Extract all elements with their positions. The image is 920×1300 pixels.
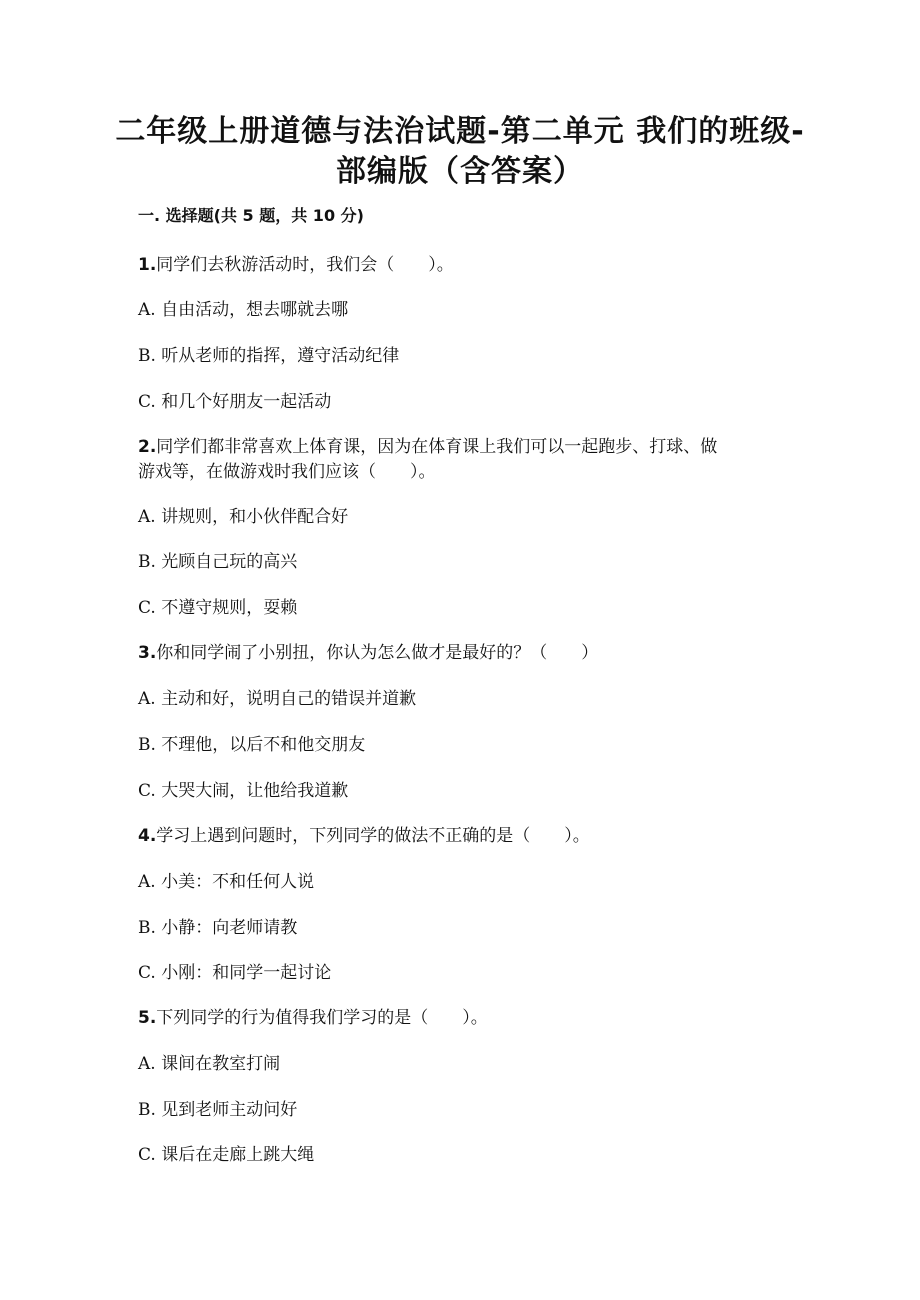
question-2-continuation: 游戏等，在做游戏时我们应该（ ）。 bbox=[138, 462, 436, 482]
option-1a: A. 自由活动，想去哪就去哪 bbox=[138, 300, 349, 320]
question-number: 1. bbox=[138, 255, 157, 275]
section-heading: 一. 选择题(共 5 题，共 10 分) bbox=[138, 206, 364, 225]
option-2b: B. 光顾自己玩的高兴 bbox=[138, 552, 298, 572]
option-5b: B. 见到老师主动问好 bbox=[138, 1100, 298, 1120]
question-number: 3. bbox=[138, 643, 157, 663]
option-3a: A. 主动和好，说明自己的错误并道歉 bbox=[138, 689, 417, 709]
option-2c: C. 不遵守规则，耍赖 bbox=[138, 598, 298, 618]
question-3 bbox=[138, 641, 598, 665]
page-title-line-2: 部编版（含答案） bbox=[336, 154, 584, 189]
option-3c: C. 大哭大闹，让他给我道歉 bbox=[138, 781, 349, 801]
option-5c: C. 课后在走廊上跳大绳 bbox=[138, 1145, 315, 1165]
option-4c: C. 小刚：和同学一起讨论 bbox=[138, 963, 332, 983]
question-number: 5. bbox=[138, 1008, 157, 1028]
question-text: 你和同学闹了小别扭，你认为怎么做才是最好的？（ ） bbox=[156, 643, 599, 663]
question-5 bbox=[138, 1006, 488, 1030]
option-5a: A. 课间在教室打闹 bbox=[138, 1054, 281, 1074]
option-4a: A. 小美：不和任何人说 bbox=[138, 872, 315, 892]
question-number: 2. bbox=[138, 437, 157, 457]
question-text: 下列同学的行为值得我们学习的是（ ）。 bbox=[156, 1008, 488, 1028]
question-2 bbox=[138, 435, 717, 459]
question-4 bbox=[138, 824, 590, 848]
question-number: 4. bbox=[138, 826, 157, 846]
question-text: 同学们去秋游活动时，我们会（ ）。 bbox=[156, 255, 454, 275]
option-4b: B. 小静：向老师请教 bbox=[138, 918, 298, 938]
option-2a: A. 讲规则，和小伙伴配合好 bbox=[138, 507, 349, 527]
option-1b: B. 听从老师的指挥，遵守活动纪律 bbox=[138, 346, 400, 366]
question-1 bbox=[138, 253, 454, 277]
option-3b: B. 不理他，以后不和他交朋友 bbox=[138, 735, 366, 755]
question-text: 学习上遇到问题时，下列同学的做法不正确的是（ ）。 bbox=[156, 826, 590, 846]
option-1c: C. 和几个好朋友一起活动 bbox=[138, 392, 332, 412]
page-title-line-1: 二年级上册道德与法治试题-第二单元 我们的班级- bbox=[115, 114, 805, 149]
question-text: 同学们都非常喜欢上体育课，因为在体育课上我们可以一起跑步、打球、做 bbox=[156, 437, 718, 457]
